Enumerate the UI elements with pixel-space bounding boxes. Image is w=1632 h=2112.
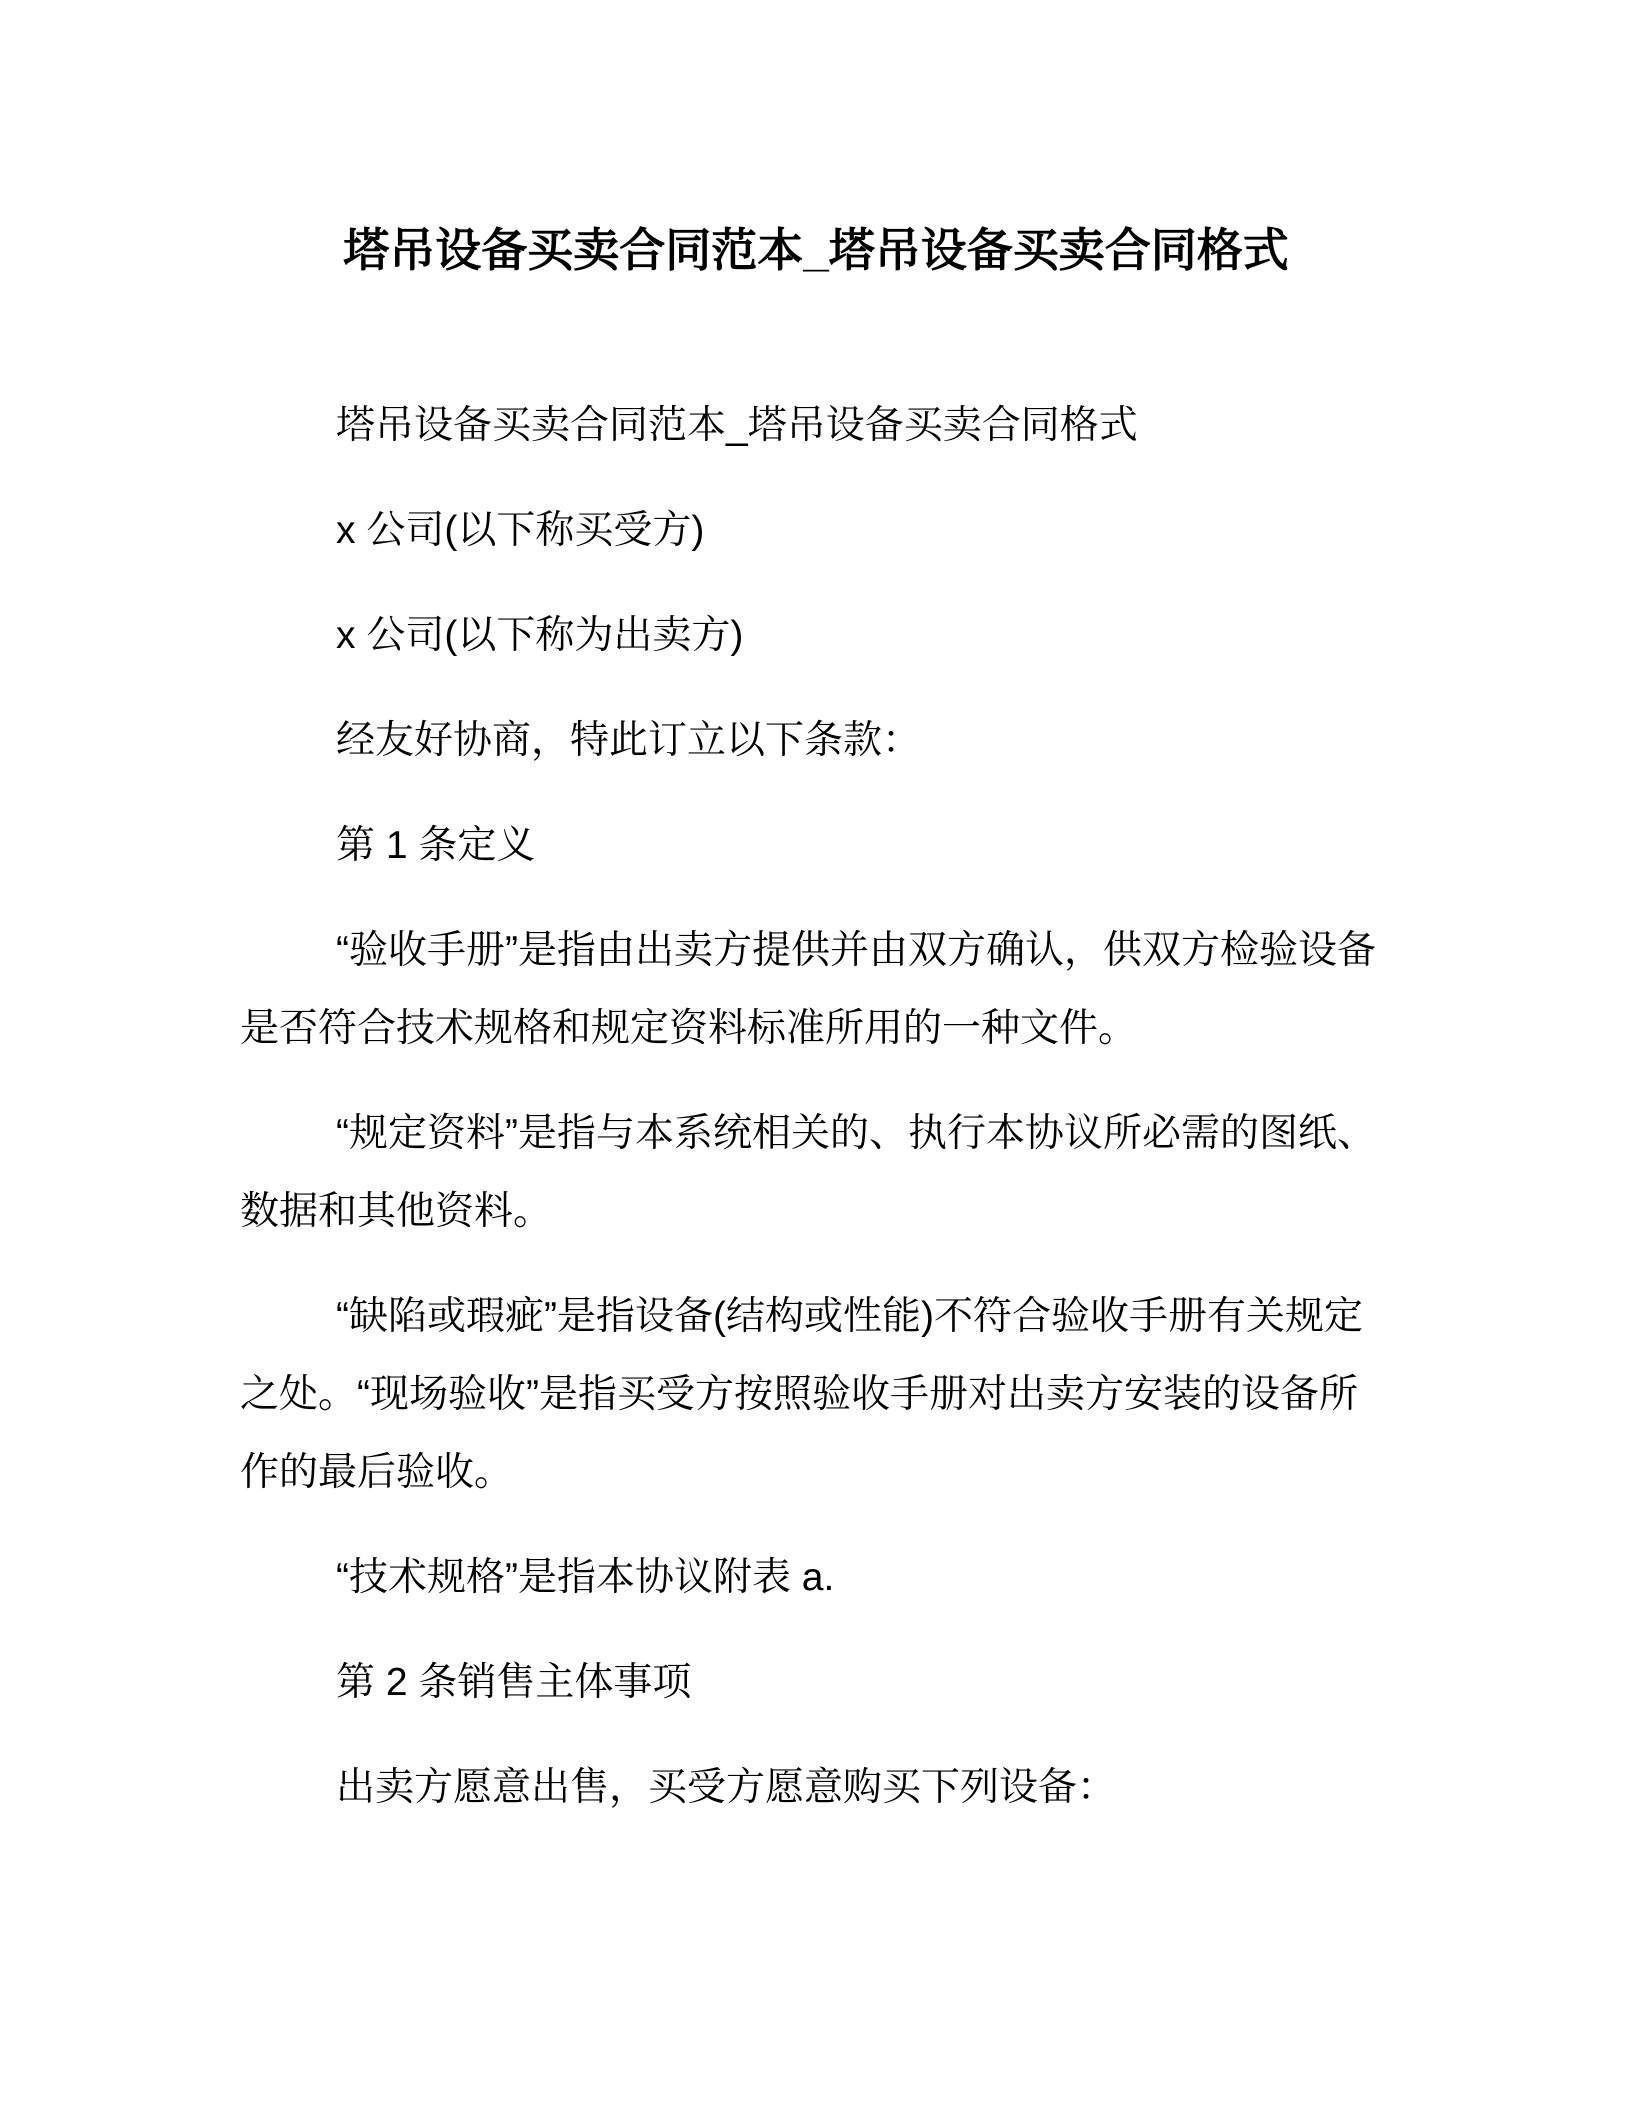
paragraph-line: “规定资料”是指与本系统相关的、执行本协议所必需的图纸、 [336,1112,1376,1155]
paragraph-line: “技术规格”是指本协议附表 a. [336,1556,835,1599]
paragraph [240,492,1392,570]
paragraph [240,702,1392,780]
document-title: 塔吊设备买卖合同范本_塔吊设备买卖合同格式 [343,224,1289,276]
paragraph-line: 第 1 条定义 [336,824,536,867]
paragraph-line: 之处。“现场验收”是指买受方按照验收手册对出卖方安装的设备所 [240,1373,1358,1416]
paragraph-line: 数据和其他资料。 [240,1190,553,1233]
paragraph [240,1278,1392,1512]
paragraph [240,387,1392,465]
paragraph [240,912,1392,1068]
paragraph [240,1095,1392,1251]
document-body [240,387,1392,1827]
paragraph-line: 经友好协商，特此订立以下条款： [336,719,922,762]
paragraph [240,597,1392,675]
paragraph [240,807,1392,885]
paragraph-line: 出卖方愿意出售，买受方愿意购买下列设备： [336,1766,1117,1809]
paragraph-line: “缺陷或瑕疵”是指设备(结构或性能)不符合验收手册有关规定 [336,1295,1363,1338]
paragraph-line: 第 2 条销售主体事项 [336,1661,692,1704]
paragraph-line: 作的最后验收。 [240,1451,514,1494]
paragraph-line: 塔吊设备买卖合同范本_塔吊设备买卖合同格式 [336,404,1138,447]
paragraph [240,1539,1392,1617]
paragraph [240,1749,1392,1827]
paragraph-line: x 公司(以下称买受方) [336,509,705,552]
paragraph-line: x 公司(以下称为出卖方) [336,614,744,657]
paragraph [240,1644,1392,1722]
paragraph-line: 是否符合技术规格和规定资料标准所用的一种文件。 [240,1007,1138,1050]
paragraph-line: “验收手册”是指由出卖方提供并由双方确认，供双方检验设备 [336,929,1376,972]
